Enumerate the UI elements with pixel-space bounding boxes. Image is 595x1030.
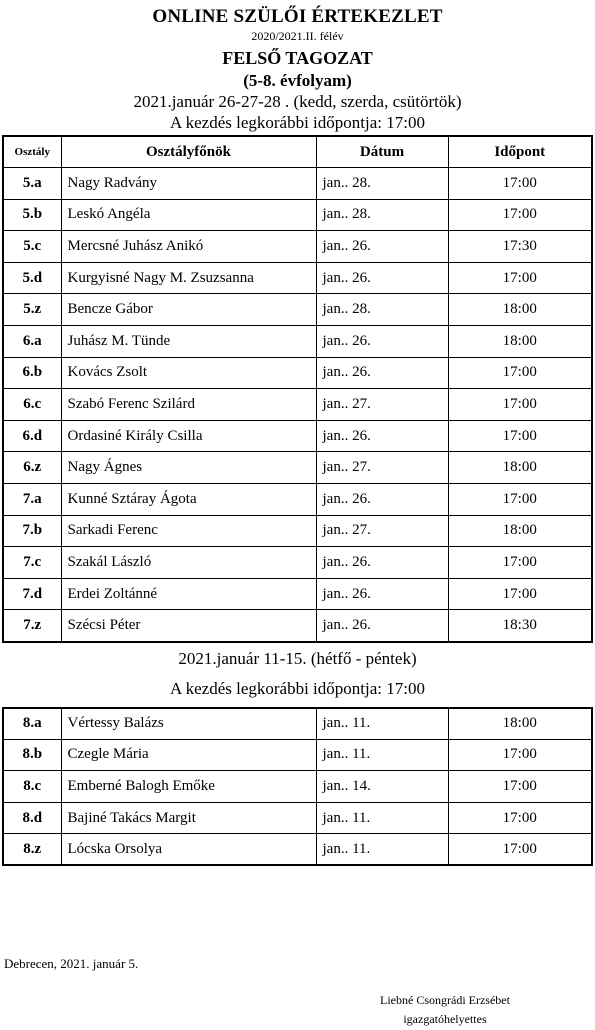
teacher-cell: Kunné Sztáray Ágota: [61, 484, 316, 516]
date-cell: jan.. 27.: [316, 452, 448, 484]
table-row: [3, 168, 592, 200]
class-cell: 7.z: [3, 610, 61, 642]
date-cell: jan.. 27.: [316, 515, 448, 547]
class-cell: 8.b: [3, 739, 61, 771]
date-cell: jan.. 26.: [316, 420, 448, 452]
table-row: [3, 739, 592, 771]
schedule-table-grade8: [2, 707, 593, 867]
class-cell: 8.c: [3, 771, 61, 803]
table-row: [3, 294, 592, 326]
time-cell: 17:00: [448, 389, 592, 421]
table-row: [3, 547, 592, 579]
table-row: [3, 515, 592, 547]
class-cell: 8.a: [3, 708, 61, 740]
teacher-cell: Szécsi Péter: [61, 610, 316, 642]
time-cell: 17:00: [448, 547, 592, 579]
class-cell: 5.d: [3, 262, 61, 294]
date-cell: jan.. 26.: [316, 326, 448, 358]
time-cell: 17:00: [448, 802, 592, 834]
time-cell: 17:30: [448, 231, 592, 263]
time-cell: 18:00: [448, 708, 592, 740]
earliest-start: A kezdés legkorábbi időpontja: 17:00: [170, 113, 425, 132]
class-cell: 8.z: [3, 834, 61, 866]
table-row: [3, 357, 592, 389]
date-cell: jan.. 11.: [316, 708, 448, 740]
class-cell: 7.c: [3, 547, 61, 579]
col-header-time: Időpont: [448, 136, 592, 168]
time-cell: 17:00: [448, 739, 592, 771]
table-row: [3, 610, 592, 642]
signer-title: igazgatóhelyettes: [403, 1012, 487, 1026]
class-cell: 5.a: [3, 168, 61, 200]
time-cell: 17:00: [448, 357, 592, 389]
class-cell: 7.b: [3, 515, 61, 547]
schedule-dates: 2021.január 26-27-28 . (kedd, szerda, csütörtök): [133, 92, 462, 111]
time-cell: 17:00: [448, 771, 592, 803]
table-row: [3, 484, 592, 516]
signature-block: [380, 991, 510, 1029]
date-cell: jan.. 26.: [316, 357, 448, 389]
teacher-cell: Czegle Mária: [61, 739, 316, 771]
date-cell: jan.. 11.: [316, 802, 448, 834]
time-cell: 17:00: [448, 420, 592, 452]
date-cell: jan.. 14.: [316, 771, 448, 803]
time-cell: 17:00: [448, 199, 592, 231]
teacher-cell: Leskó Angéla: [61, 199, 316, 231]
date-cell: jan.. 26.: [316, 484, 448, 516]
date-cell: jan.. 11.: [316, 739, 448, 771]
class-cell: 6.d: [3, 420, 61, 452]
table-row: [3, 771, 592, 803]
col-header-class: Osztály: [3, 136, 61, 168]
table-row: [3, 708, 592, 740]
date-cell: jan.. 26.: [316, 578, 448, 610]
table-row: [3, 199, 592, 231]
class-cell: 7.d: [3, 578, 61, 610]
class-cell: 5.z: [3, 294, 61, 326]
table-row: [3, 231, 592, 263]
teacher-cell: Bajiné Takács Margit: [61, 802, 316, 834]
schedule-table: [2, 135, 593, 643]
teacher-cell: Sarkadi Ferenc: [61, 515, 316, 547]
teacher-cell: Mercsné Juhász Anikó: [61, 231, 316, 263]
semester-label: 2020/2021.II. félév: [251, 29, 344, 43]
table-row: [3, 326, 592, 358]
teacher-cell: Vértessy Balázs: [61, 708, 316, 740]
signer-name: Liebné Csongrádi Erzsébet: [380, 993, 510, 1007]
class-cell: 5.b: [3, 199, 61, 231]
time-cell: 18:30: [448, 610, 592, 642]
table-row: [3, 578, 592, 610]
teacher-cell: Lócska Orsolya: [61, 834, 316, 866]
date-cell: jan.. 28.: [316, 199, 448, 231]
teacher-cell: Szabó Ferenc Szilárd: [61, 389, 316, 421]
table-row: [3, 834, 592, 866]
time-cell: 17:00: [448, 168, 592, 200]
col-header-teacher: Osztályfőnök: [61, 136, 316, 168]
document-title: ONLINE SZÜLŐI ÉRTEKEZLET: [152, 6, 443, 27]
second-schedule-dates: 2021.január 11-15. (hétfő - péntek): [178, 648, 417, 668]
teacher-cell: Emberné Balogh Emőke: [61, 771, 316, 803]
class-cell: 6.z: [3, 452, 61, 484]
teacher-cell: Szakál László: [61, 547, 316, 579]
date-cell: jan.. 11.: [316, 834, 448, 866]
time-cell: 17:00: [448, 578, 592, 610]
time-cell: 18:00: [448, 452, 592, 484]
time-cell: 17:00: [448, 834, 592, 866]
time-cell: 18:00: [448, 515, 592, 547]
place-date: Debrecen, 2021. január 5.: [4, 956, 139, 971]
time-cell: 17:00: [448, 484, 592, 516]
table-row: [3, 802, 592, 834]
time-cell: 17:00: [448, 262, 592, 294]
col-header-date: Dátum: [316, 136, 448, 168]
teacher-cell: Bencze Gábor: [61, 294, 316, 326]
date-cell: jan.. 26.: [316, 610, 448, 642]
date-cell: jan.. 28.: [316, 294, 448, 326]
second-earliest-start: A kezdés legkorábbi időpontja: 17:00: [170, 678, 425, 698]
teacher-cell: Erdei Zoltánné: [61, 578, 316, 610]
class-cell: 6.a: [3, 326, 61, 358]
teacher-cell: Ordasiné Király Csilla: [61, 420, 316, 452]
class-cell: 5.c: [3, 231, 61, 263]
time-cell: 18:00: [448, 294, 592, 326]
date-cell: jan.. 26.: [316, 547, 448, 579]
time-cell: 18:00: [448, 326, 592, 358]
class-cell: 8.d: [3, 802, 61, 834]
date-cell: jan.. 28.: [316, 168, 448, 200]
table-header-row: [3, 136, 592, 168]
table-row: [3, 262, 592, 294]
teacher-cell: Nagy Ágnes: [61, 452, 316, 484]
teacher-cell: Kurgyisné Nagy M. Zsuzsanna: [61, 262, 316, 294]
date-cell: jan.. 26.: [316, 262, 448, 294]
teacher-cell: Nagy Radvány: [61, 168, 316, 200]
table-row: [3, 389, 592, 421]
date-cell: jan.. 26.: [316, 231, 448, 263]
teacher-cell: Kovács Zsolt: [61, 357, 316, 389]
grades-heading: (5-8. évfolyam): [243, 71, 352, 90]
class-cell: 6.b: [3, 357, 61, 389]
class-cell: 7.a: [3, 484, 61, 516]
teacher-cell: Juhász M. Tünde: [61, 326, 316, 358]
division-heading: FELSŐ TAGOZAT: [222, 48, 373, 68]
date-cell: jan.. 27.: [316, 389, 448, 421]
table-row: [3, 452, 592, 484]
class-cell: 6.c: [3, 389, 61, 421]
table-row: [3, 420, 592, 452]
